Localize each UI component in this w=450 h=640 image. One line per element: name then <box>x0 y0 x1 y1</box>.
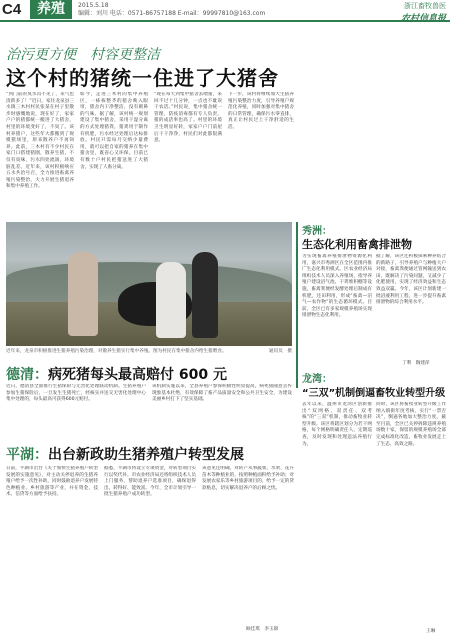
news-photo <box>6 222 292 346</box>
side2-col-2: 同时，该区将畜牧业转型升级工作纳入镇街年度考核，实行“一票否决”，倒逼各地加大整治力度。截至目前，全区已关停拆除违规养殖场数十家，保留的规模养殖场全部完成标准化改造，畜牧业发展走上了生态、高效之路。 <box>376 402 446 447</box>
side2-title: “三双”机制倒逼畜牧业转型升级 <box>302 388 446 399</box>
side2-col-1: 去年以来，温州市龙湾区创新推出“双网格、双责任、双考核”的“三双”机制，推动畜牧业转型升级。该区将辖区划分为若干网格，每个网格明确责任人，定期巡查，及时发现和处理违法养殖行为。 <box>302 402 372 447</box>
main-col-4: 下一步，该村将继续加大生猪养殖污染整治力度，引导养殖户规范化养殖，同时加强对集中猪舍的日常管理，确保污水零直排，真正让村民过上干净舒适的生活。 <box>228 92 294 130</box>
side2-region: 龙湾： <box>302 374 332 385</box>
side1-author: 丁利 陶建萍 <box>402 361 430 366</box>
editor-contact: 编辑：刘川 电话：0571-86757188 E-mail：99997810@163.com <box>78 10 266 17</box>
side1-region: 秀洲： <box>302 226 332 237</box>
section-label: 养殖 <box>30 0 72 19</box>
deqing-headline <box>6 364 227 384</box>
deqing-col-2: 该机制实施以来，全县养殖户参保积极性明显提高，病死猪随意丢弃现象基本杜绝，有效保障了畜产品质量安全和公共卫生安全，为建设美丽乡村打下了坚实基础。 <box>152 384 292 403</box>
photo-person-left <box>68 252 98 336</box>
pinghu-title: 出台新政助生猪养殖户转型发展 <box>48 447 244 463</box>
page-number: C4 <box>2 1 22 18</box>
pinghu-col-1: 日前，平湖市出台《关于加快生猪养殖户转型发展的实施意见》，对主动关停退养的生猪养殖户给予一次性补助，同时鼓励退养户发展特色种植业、乡村旅游等产业，并在资金、技术、信贷等方面给予扶持。 <box>6 466 98 498</box>
side1-col-2: 据了解，该区还积极探索种养结合的新路子，引导养殖户与种植大户对接，畜禽粪便通过管网输送到农田，既解决了污染问题，又减少了化肥使用，实现了经济效益和生态效益双赢。今年，该区计划新建一批沼液利用工程，进一步提升畜禽排泄物的综合利用水平。 <box>376 254 446 306</box>
deqing-region: 德清： <box>6 367 48 383</box>
newspaper-brand <box>401 1 446 24</box>
main-col-3: “现在每天到集中猪舍去喂猪，来回不过十几分钟，一点也不耽误干农活。”村民说，集中猪舍统一管理，防疫消毒都有专人负责，猪的成活率也高了。村里的环境卫生明显好转，家家户户门前屋后干干净净，村民们对此都很满意。 <box>154 92 222 144</box>
deqing-col-1: 近日，德清县全面推行生猪保险与无害化处理联动机制。生猪养殖户参加生猪保险后，一旦发生生猪死亡，经核实并送交无害化处理中心集中处理的，每头最高可获得600元赔付。 <box>6 384 146 403</box>
main-kicker: 治污更方便 村容更整洁 <box>6 47 160 63</box>
brand-subtitle: 浙江畜牧兽医 <box>404 2 446 10</box>
main-headline: 这个村的猪统一住进了大猪舍 <box>6 66 279 90</box>
photo-person-right <box>192 252 218 338</box>
photo-person-middle <box>156 262 186 338</box>
deqing-title: 病死猪每头最高赔付 600 元 <box>48 367 227 383</box>
main-col-2: 如今，走进三木村的集中养殖区，一栋栋整齐的猪舍映入眼帘，猪舍内干净整洁，没有刺鼻的气味。据了解，该村统一规划建设了集中猪舍，采用干湿分离的方式处理猪粪，猪粪用于制作有机肥，污水经过处理后达标排放。村民只需每月交纳少量费用，就可以把自家的猪养在集中猪舍里，既省心又环保。目前已有数十户村民把猪送进了大猪舍，实现了人畜分离。 <box>80 92 148 170</box>
pinghu-col-3: 该意见还明确，对转产从事蔬菜、水果、花卉苗木等种植业的，按照种植面积给予补助；对发展农家乐等乡村旅游项目的，给予一定的贷款贴息，切实解决退养户的后顾之忧。 <box>202 466 294 491</box>
photo-caption-text: 近年来，龙泉市积极推进生猪养殖污染治理，对散养生猪实行集中养殖。图为村民在集中猪舍内给生猪喂食。 <box>6 349 227 354</box>
pinghu-author: 顾佳琪 李玉锦 <box>246 627 279 632</box>
pinghu-headline <box>6 444 244 464</box>
brand-title: 农村信息报 <box>400 14 446 24</box>
photo-caption <box>6 349 292 356</box>
main-col-1: “到门前的臭水沟不见了，来气也清新多了！”近日，家住龙泉县三水镇三木村村民张某在村子里散步时感慨地说，现在好了，家家户户的猪都统一搬进了大猪舍，村里的环境变好了，不臭了。该村养猪户，这些年大都搬到了规模猪场里，原来散养户不再饲养。此前，三木村有不少村民在家门口搭建猪圈，散养生猪，不仅有臭味，污水四处流淌，环境脏乱差。近年来，该村积极响应五水共治号召，全力推进畜禽养殖污染整治，大力开展生猪退养和集中养殖工作。 <box>6 92 74 190</box>
pinghu-region: 平湖： <box>6 447 48 463</box>
issue-date: 2015.5.18 <box>78 2 109 9</box>
photo-credit: 通讯员 摄 <box>269 349 292 354</box>
side-divider <box>296 222 298 388</box>
pinghu-col-2: 据悉，平湖市将设立专项资金，对转型项目实行以奖代补。市农业经济局还将组织技术人员上门服务，帮助退养户选准项目，确保退得出、转得好、能致富。今年，全市计划引导一批生猪养殖户成功转型。 <box>104 466 196 498</box>
side2-author: 王琳 <box>426 629 436 634</box>
page-header <box>0 0 450 22</box>
side1-col-1: 为实现畜禽养殖排泄物资源化利用，嘉兴市秀洲区在全区范围内推广生态化利用模式。区农业经济局组织技术人员深入养殖场，指导养殖户建设沼气池、干粪堆积棚等设施，畜禽粪便经发酵处理后制成有机肥，还田利用，形成“畜禽—沼气—农作物”的生态循环模式。目前，全区已有多家规模养殖场实现排泄物生态化利用。 <box>302 254 372 319</box>
header-meta <box>78 2 265 18</box>
side1-title: 生态化利用畜禽排泄物 <box>302 238 412 251</box>
